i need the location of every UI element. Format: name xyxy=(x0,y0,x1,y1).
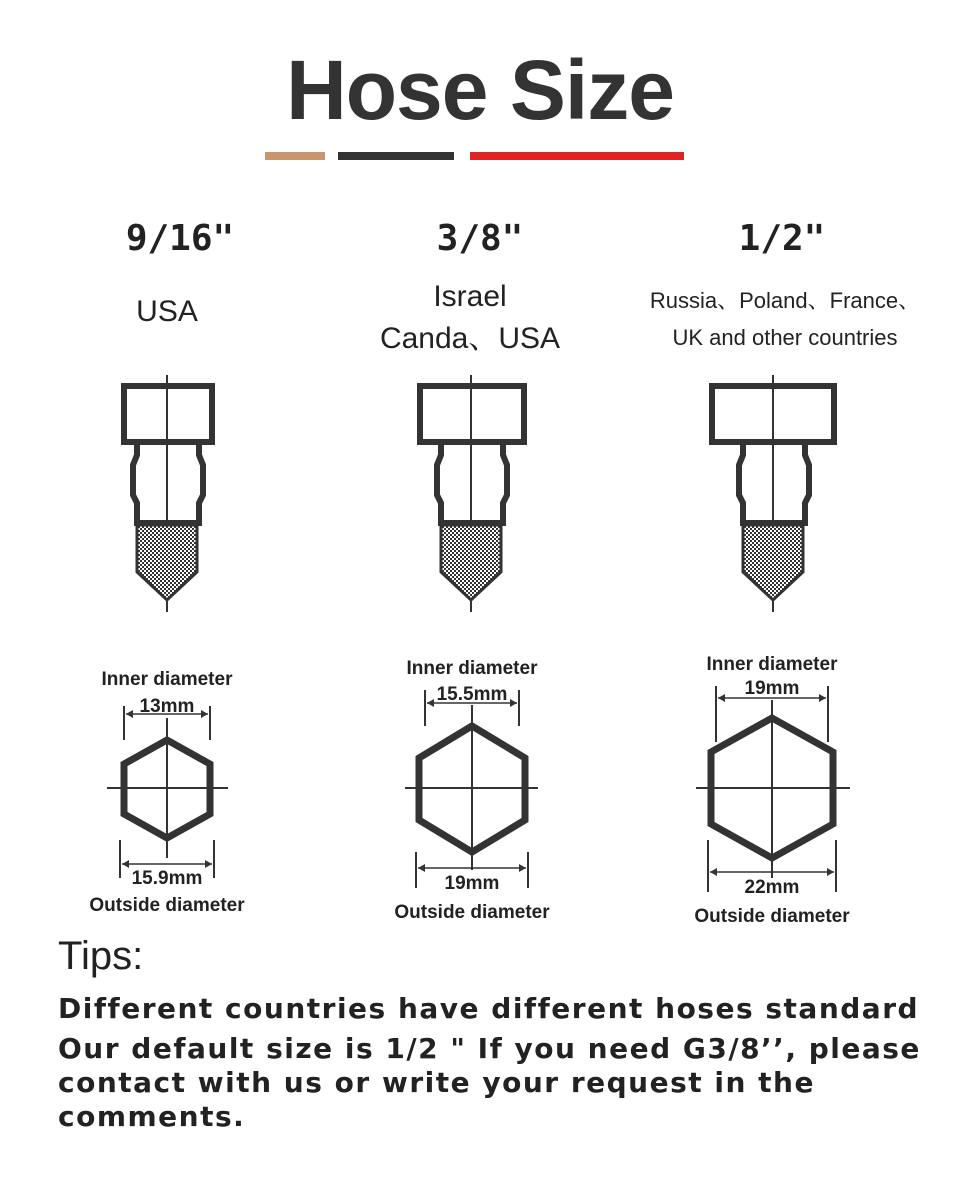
tips-line: Different countries have different hoses standard xyxy=(58,992,920,1025)
hex-nut-icon xyxy=(405,690,538,888)
country-line: UK and other countries xyxy=(672,325,898,350)
hose-fitting-icon xyxy=(420,375,524,612)
inner-diameter-value: 19mm xyxy=(744,678,800,699)
inner-diameter-label: Inner diameter xyxy=(101,669,233,690)
tips-title: Tips: xyxy=(58,934,144,978)
outer-diameter-value: 15.9mm xyxy=(131,868,203,889)
page-title: Hose Size xyxy=(286,43,674,137)
country-line: Russia、Poland、France、 xyxy=(649,288,921,313)
size-label-3-8: 3/8" xyxy=(436,218,524,259)
tips-line: Our default size is 1/2 " If you need G3/8’’, please xyxy=(58,1032,921,1065)
outer-diameter-value: 22mm xyxy=(744,877,800,898)
inner-diameter-value: 15.5mm xyxy=(436,684,508,705)
tips-line: comments. xyxy=(58,1100,246,1133)
country-line: Israel xyxy=(433,280,507,313)
inner-diameter-value: 13mm xyxy=(139,696,195,717)
outside-diameter-label: Outside diameter xyxy=(694,906,850,927)
hose-fitting-icon xyxy=(124,375,212,612)
tips-line: contact with us or write your request in the xyxy=(58,1066,815,1099)
inner-diameter-label: Inner diameter xyxy=(706,654,838,675)
outside-diameter-label: Outside diameter xyxy=(394,902,550,923)
inner-diameter-label: Inner diameter xyxy=(406,658,538,679)
outside-diameter-label: Outside diameter xyxy=(89,895,245,916)
country-line: Canda、USA xyxy=(379,322,561,355)
outer-diameter-value: 19mm xyxy=(444,873,500,894)
country-line: USA xyxy=(136,295,198,328)
hose-fitting-icon xyxy=(712,375,834,612)
size-label-9-16: 9/16" xyxy=(125,218,235,259)
size-label-1-2: 1/2" xyxy=(738,218,826,259)
tips-body xyxy=(58,992,921,1134)
hex-nut-icon xyxy=(107,706,228,878)
hex-nut-icon xyxy=(696,686,850,892)
